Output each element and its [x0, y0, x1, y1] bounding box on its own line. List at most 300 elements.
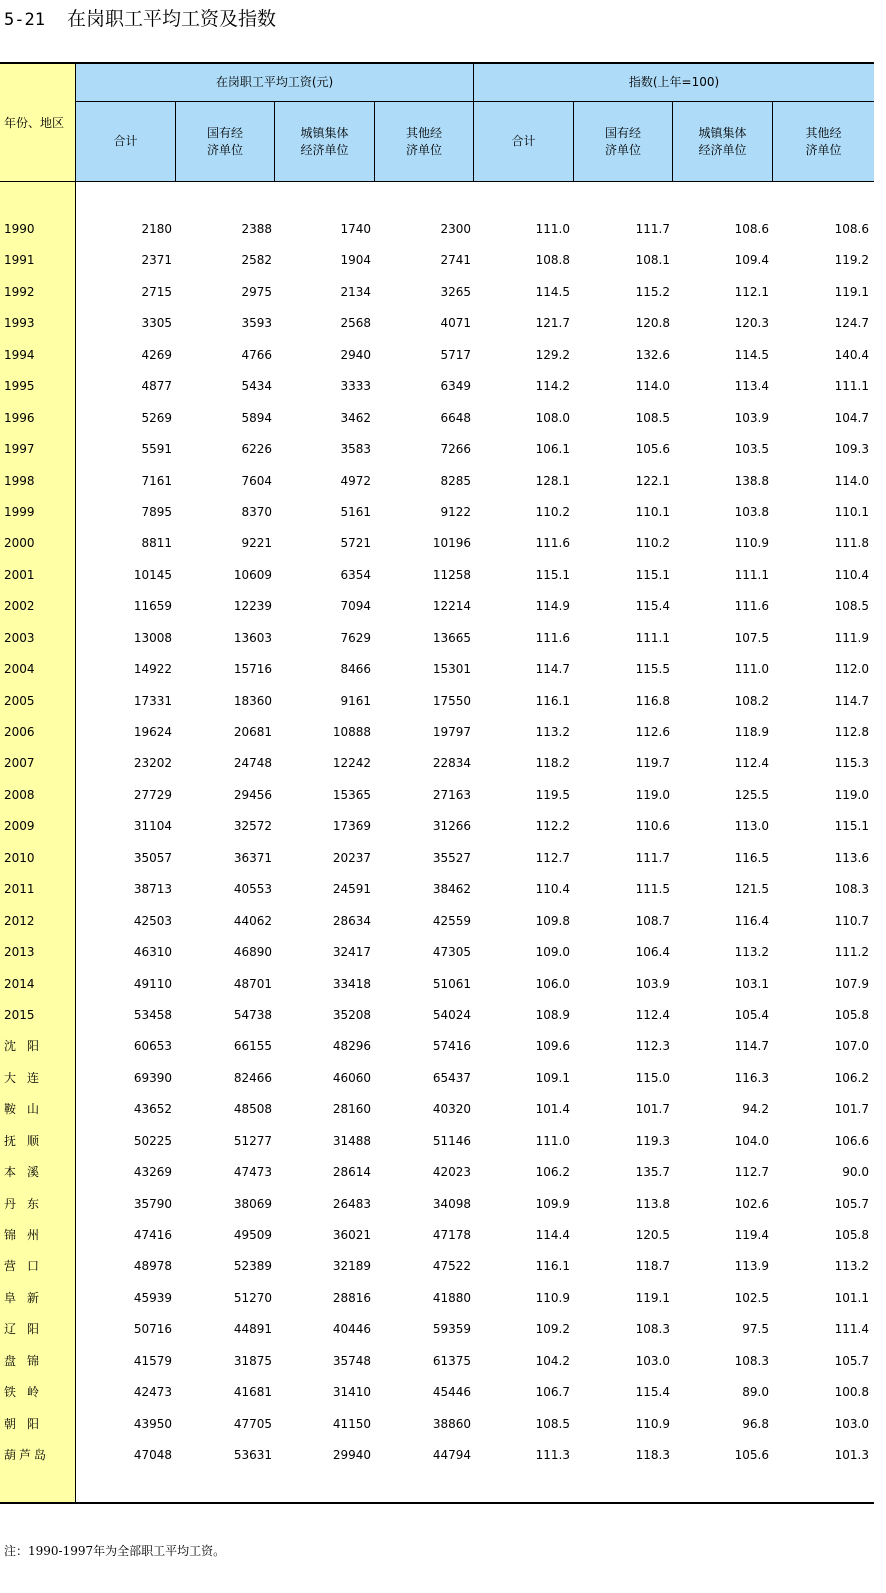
table-cell: 111.7 — [635, 850, 670, 865]
table-cell: 45446 — [432, 1385, 471, 1400]
table-cell: 6648 — [440, 410, 471, 425]
table-cell: 89.0 — [742, 1385, 769, 1400]
header-line: 济单位 — [604, 142, 641, 157]
table-cell: 3583 — [340, 442, 371, 457]
row-label: 2003 — [4, 630, 35, 645]
table-cell: 111.6 — [535, 536, 570, 551]
table-cell: 9161 — [340, 693, 371, 708]
table-cell: 28614 — [332, 1165, 371, 1180]
table-cell: 48296 — [332, 1039, 371, 1054]
table-cell: 112.7 — [734, 1165, 769, 1180]
row-header: 年份、地区 — [4, 116, 65, 130]
table-cell: 113.8 — [635, 1196, 670, 1211]
table-cell: 8466 — [340, 662, 371, 677]
table-cell: 9122 — [440, 504, 471, 519]
row-label: 2010 — [4, 850, 35, 865]
header-bottom-rule — [0, 181, 874, 182]
table-cell: 28634 — [332, 913, 371, 928]
table-cell: 111.1 — [734, 567, 769, 582]
table-cell: 115.1 — [535, 567, 570, 582]
table-cell: 140.4 — [834, 347, 869, 362]
table-cell: 35748 — [332, 1353, 371, 1368]
table-cell: 109.0 — [535, 945, 570, 960]
table-cell: 51061 — [432, 976, 471, 991]
table-cell: 108.3 — [834, 882, 869, 897]
table-cell: 41880 — [432, 1290, 471, 1305]
table-row — [0, 999, 874, 1030]
table-cell: 116.3 — [734, 1070, 769, 1085]
table-row — [0, 1376, 874, 1407]
table-row — [0, 905, 874, 936]
table-cell: 59359 — [432, 1322, 471, 1337]
table-cell: 19797 — [432, 725, 471, 739]
table-cell: 94.2 — [742, 1102, 769, 1117]
table-cell: 109.9 — [535, 1196, 570, 1211]
row-label: 1999 — [4, 504, 35, 519]
header-line: 城镇集体 — [300, 125, 349, 140]
table-cell: 109.4 — [734, 253, 769, 268]
table-cell: 1904 — [340, 253, 371, 268]
table-cell: 103.0 — [834, 1416, 869, 1431]
table-cell: 113.9 — [734, 1259, 769, 1274]
table-cell: 108.0 — [535, 410, 570, 425]
table-cell: 105.6 — [635, 442, 670, 457]
table-cell: 110.7 — [834, 913, 869, 928]
table-row — [0, 810, 874, 841]
table-cell: 111.8 — [834, 536, 869, 551]
table-cell: 34098 — [432, 1196, 471, 1211]
table-cell: 5161 — [340, 504, 371, 519]
table-row — [0, 1219, 874, 1250]
table-cell: 116.1 — [535, 693, 570, 708]
table-cell: 138.8 — [734, 473, 769, 488]
table-cell: 31488 — [332, 1133, 371, 1148]
table-cell: 106.4 — [635, 945, 670, 960]
table-cell: 110.2 — [635, 536, 670, 551]
table-cell: 31104 — [133, 819, 172, 834]
row-label: 铁岭 — [4, 1385, 51, 1400]
row-label: 2015 — [4, 1007, 35, 1022]
table-cell: 112.6 — [635, 725, 670, 739]
header-line: 其他经 — [805, 125, 842, 140]
row-label: 辽阳 — [4, 1322, 51, 1337]
table-row — [0, 307, 874, 338]
table-row — [0, 1282, 874, 1313]
table-cell: 32189 — [332, 1259, 371, 1274]
table-cell: 114.7 — [535, 662, 570, 677]
table-cell: 108.3 — [635, 1322, 670, 1337]
table-row — [0, 747, 874, 778]
table-cell: 119.1 — [635, 1290, 670, 1305]
table-cell: 2371 — [141, 253, 172, 268]
table-cell: 1740 — [340, 222, 371, 236]
table-cell: 114.5 — [734, 347, 769, 362]
table-cell: 110.9 — [535, 1290, 570, 1305]
table-cell: 120.3 — [734, 316, 769, 331]
table-cell: 112.8 — [834, 725, 869, 739]
table-row — [0, 1439, 874, 1470]
table-cell: 128.1 — [535, 473, 570, 488]
table-cell: 109.2 — [535, 1322, 570, 1337]
table-cell: 47522 — [432, 1259, 471, 1274]
row-label: 2006 — [4, 725, 35, 739]
table-cell: 105.8 — [834, 1007, 869, 1022]
row-label: 2012 — [4, 913, 35, 928]
row-label: 营口 — [4, 1259, 51, 1274]
table-cell: 3333 — [340, 379, 371, 394]
row-label: 1994 — [4, 347, 35, 362]
table-cell: 47473 — [233, 1165, 272, 1180]
table-cell: 106.0 — [535, 976, 570, 991]
col-header-state-index — [574, 102, 672, 181]
table-cell: 114.0 — [635, 379, 670, 394]
table-cell: 7161 — [141, 473, 172, 488]
table-cell: 111.0 — [535, 222, 570, 236]
table-cell: 36021 — [332, 1228, 371, 1242]
table-cell: 108.3 — [734, 1353, 769, 1368]
row-label: 2009 — [4, 819, 35, 834]
table-cell: 119.2 — [834, 253, 869, 268]
table-cell: 2180 — [141, 222, 172, 236]
header-line: 济单位 — [805, 142, 842, 157]
table-cell: 110.9 — [635, 1416, 670, 1431]
table-row — [0, 1125, 874, 1156]
table-cell: 105.6 — [734, 1448, 769, 1463]
table-cell: 111.7 — [635, 222, 670, 236]
table-cell: 103.9 — [734, 410, 769, 425]
table-cell: 114.5 — [535, 284, 570, 299]
table-cell: 114.9 — [535, 599, 570, 614]
table-cell: 113.4 — [734, 379, 769, 394]
row-label: 1992 — [4, 284, 35, 299]
table-row — [0, 1408, 874, 1439]
table-row — [0, 622, 874, 653]
table-cell: 43269 — [133, 1165, 172, 1180]
table-cell: 46060 — [332, 1070, 371, 1085]
table-cell: 103.9 — [635, 976, 670, 991]
page-title — [4, 4, 276, 34]
row-label: 1993 — [4, 316, 35, 331]
table-cell: 106.7 — [535, 1385, 570, 1400]
table-cell: 40320 — [432, 1102, 471, 1117]
table-cell: 120.8 — [635, 316, 670, 331]
row-label: 丹东 — [4, 1196, 51, 1211]
table-cell: 44891 — [233, 1322, 272, 1337]
col-header-total-index: 合计 — [511, 134, 536, 148]
table-cell: 42503 — [133, 913, 172, 928]
table-cell: 2568 — [340, 316, 371, 331]
table-cell: 114.0 — [834, 473, 869, 488]
table-row — [0, 276, 874, 307]
table-cell: 108.5 — [535, 1416, 570, 1431]
table-cell: 112.0 — [834, 662, 869, 677]
table-cell: 19624 — [133, 725, 172, 739]
table-cell: 111.1 — [834, 379, 869, 394]
row-label: 1998 — [4, 473, 35, 488]
row-label: 2008 — [4, 787, 35, 802]
col-header-collective-index — [673, 102, 772, 181]
table-cell: 5269 — [141, 410, 172, 425]
table-cell: 35057 — [133, 850, 172, 865]
row-label: 鞍山 — [4, 1102, 51, 1117]
table-row — [0, 402, 874, 433]
table-cell: 5434 — [241, 379, 272, 394]
table-cell: 5591 — [141, 442, 172, 457]
row-label: 2004 — [4, 662, 35, 677]
table-row — [0, 433, 874, 464]
table-cell: 118.2 — [535, 756, 570, 771]
row-label: 阜新 — [4, 1290, 51, 1305]
table-cell: 107.9 — [834, 976, 869, 991]
table-cell: 8370 — [241, 504, 272, 519]
table-cell: 7895 — [141, 504, 172, 519]
row-label: 1997 — [4, 442, 35, 457]
table-cell: 54738 — [233, 1007, 272, 1022]
table-cell: 40446 — [332, 1322, 371, 1337]
table-cell: 17331 — [133, 693, 172, 708]
table-cell: 115.3 — [834, 756, 869, 771]
table-row — [0, 873, 874, 904]
table-cell: 35527 — [432, 850, 471, 865]
table-cell: 7604 — [241, 473, 272, 488]
table-cell: 116.4 — [734, 913, 769, 928]
table-cell: 13008 — [133, 630, 172, 645]
col-header-other-index — [773, 102, 874, 181]
table-cell: 116.8 — [635, 693, 670, 708]
table-cell: 108.5 — [635, 410, 670, 425]
table-cell: 115.1 — [635, 567, 670, 582]
table-number: 5-21 — [4, 10, 45, 30]
row-label: 2011 — [4, 882, 35, 897]
table-cell: 103.0 — [635, 1353, 670, 1368]
table-cell: 6226 — [241, 442, 272, 457]
table-cell: 105.7 — [834, 1353, 869, 1368]
table-cell: 110.1 — [635, 504, 670, 519]
table-cell: 106.6 — [834, 1133, 869, 1148]
table-cell: 119.3 — [635, 1133, 670, 1148]
table-cell: 135.7 — [635, 1165, 670, 1180]
table-row — [0, 779, 874, 810]
table-cell: 111.6 — [535, 630, 570, 645]
table-title: 在岗职工平均工资及指数 — [66, 8, 276, 30]
table-cell: 111.0 — [734, 662, 769, 677]
table-row — [0, 213, 874, 244]
table-cell: 47178 — [432, 1228, 471, 1242]
row-label: 2014 — [4, 976, 35, 991]
table-row — [0, 1188, 874, 1219]
row-label: 沈阳 — [4, 1039, 51, 1054]
table-cell: 119.0 — [834, 787, 869, 802]
table-cell: 48701 — [233, 976, 272, 991]
table-cell: 111.5 — [635, 882, 670, 897]
table-row — [0, 1156, 874, 1187]
table-cell: 102.5 — [734, 1290, 769, 1305]
table-cell: 53458 — [133, 1007, 172, 1022]
table-cell: 104.2 — [535, 1353, 570, 1368]
col-header-collective-wage — [275, 102, 374, 181]
table-cell: 48508 — [233, 1102, 272, 1117]
table-cell: 109.8 — [535, 913, 570, 928]
table-cell: 119.1 — [834, 284, 869, 299]
row-label: 2013 — [4, 945, 35, 960]
table-cell: 12214 — [432, 599, 471, 614]
table-cell: 38462 — [432, 882, 471, 897]
table-cell: 113.2 — [834, 1259, 869, 1274]
table-cell: 112.4 — [635, 1007, 670, 1022]
table-cell: 12242 — [332, 756, 371, 771]
table-row — [0, 465, 874, 496]
table-cell: 47705 — [233, 1416, 272, 1431]
table-cell: 44794 — [432, 1448, 471, 1463]
table-cell: 115.0 — [635, 1070, 670, 1085]
table-cell: 32417 — [332, 945, 371, 960]
table-cell: 101.7 — [635, 1102, 670, 1117]
table-cell: 108.6 — [834, 222, 869, 236]
table-cell: 6349 — [440, 379, 471, 394]
table-cell: 2300 — [440, 222, 471, 236]
table-cell: 4071 — [440, 316, 471, 331]
table-cell: 24591 — [332, 882, 371, 897]
table-cell: 46310 — [133, 945, 172, 960]
table-cell: 3462 — [340, 410, 371, 425]
table-row — [0, 1030, 874, 1061]
table-cell: 101.1 — [834, 1290, 869, 1305]
table-row — [0, 968, 874, 999]
table-cell: 115.2 — [635, 284, 670, 299]
table-cell: 107.0 — [834, 1039, 869, 1054]
col-header-state-wage — [176, 102, 274, 181]
table-cell: 17550 — [432, 693, 471, 708]
table-cell: 60653 — [133, 1039, 172, 1054]
row-label: 本溪 — [4, 1165, 51, 1180]
table-cell: 4269 — [141, 347, 172, 362]
table-cell: 2134 — [340, 284, 371, 299]
table-cell: 8285 — [440, 473, 471, 488]
table-cell: 107.5 — [734, 630, 769, 645]
table-cell: 118.9 — [734, 725, 769, 739]
table-cell: 8811 — [141, 536, 172, 551]
header-line: 其他经 — [405, 125, 442, 140]
table-body — [0, 213, 874, 1471]
row-label: 2005 — [4, 693, 35, 708]
table-cell: 108.5 — [834, 599, 869, 614]
table-cell: 54024 — [432, 1007, 471, 1022]
table-cell: 82466 — [233, 1070, 272, 1085]
table-cell: 18360 — [233, 693, 272, 708]
table-cell: 116.1 — [535, 1259, 570, 1274]
table-cell: 114.4 — [535, 1228, 570, 1242]
table-cell: 112.1 — [734, 284, 769, 299]
table-cell: 7629 — [340, 630, 371, 645]
table-cell: 90.0 — [842, 1165, 869, 1180]
table-cell: 27163 — [432, 787, 471, 802]
table-cell: 4766 — [241, 347, 272, 362]
row-label: 葫芦岛 — [4, 1448, 50, 1463]
table-row — [0, 1062, 874, 1093]
table-cell: 115.4 — [635, 1385, 670, 1400]
table-cell: 111.4 — [834, 1322, 869, 1337]
table-cell: 97.5 — [742, 1322, 769, 1337]
table-cell: 101.7 — [834, 1102, 869, 1117]
table-cell: 109.6 — [535, 1039, 570, 1054]
table-row — [0, 716, 874, 747]
table-cell: 49509 — [233, 1228, 272, 1242]
table-row — [0, 339, 874, 370]
col-header-other-wage — [375, 102, 473, 181]
row-label: 2001 — [4, 567, 35, 582]
table-cell: 52389 — [233, 1259, 272, 1274]
table-cell: 15716 — [233, 662, 272, 677]
table-cell: 35208 — [332, 1007, 371, 1022]
table-cell: 7094 — [340, 599, 371, 614]
table-cell: 49110 — [133, 976, 172, 991]
table-cell: 101.3 — [834, 1448, 869, 1463]
row-label: 大连 — [4, 1070, 51, 1085]
table-cell: 121.5 — [734, 882, 769, 897]
table-cell: 2940 — [340, 347, 371, 362]
table-cell: 121.7 — [535, 316, 570, 331]
table-cell: 10196 — [432, 536, 471, 551]
row-label: 1990 — [4, 222, 35, 236]
table-cell: 111.1 — [635, 630, 670, 645]
table-cell: 108.7 — [635, 913, 670, 928]
table-cell: 26483 — [332, 1196, 371, 1211]
table-cell: 110.9 — [734, 536, 769, 551]
table-row — [0, 1345, 874, 1376]
header-line: 国有经 — [206, 125, 243, 140]
table-cell: 109.3 — [834, 442, 869, 457]
table-cell: 116.5 — [734, 850, 769, 865]
table-cell: 33418 — [332, 976, 371, 991]
table-cell: 50225 — [133, 1133, 172, 1148]
table-cell: 5894 — [241, 410, 272, 425]
table-cell: 15301 — [432, 662, 471, 677]
table-cell: 3593 — [241, 316, 272, 331]
row-label: 2007 — [4, 756, 35, 771]
table-cell: 125.5 — [734, 787, 769, 802]
table-cell: 13665 — [432, 630, 471, 645]
table-cell: 17369 — [332, 819, 371, 834]
table-cell: 109.1 — [535, 1070, 570, 1085]
table-cell: 65437 — [432, 1070, 471, 1085]
table-cell: 111.3 — [535, 1448, 570, 1463]
table-cell: 5717 — [440, 347, 471, 362]
table-cell: 132.6 — [635, 347, 670, 362]
table-cell: 122.1 — [635, 473, 670, 488]
table-cell: 2582 — [241, 253, 272, 268]
table-cell: 4972 — [340, 473, 371, 488]
table-cell: 106.2 — [535, 1165, 570, 1180]
table-cell: 12239 — [233, 599, 272, 614]
header-line: 城镇集体 — [698, 125, 747, 140]
table-cell: 100.8 — [834, 1385, 869, 1400]
table-cell: 31410 — [332, 1385, 371, 1400]
table-cell: 10145 — [133, 567, 172, 582]
table-cell: 66155 — [233, 1039, 272, 1054]
table-row — [0, 936, 874, 967]
table-cell: 129.2 — [535, 347, 570, 362]
table-cell: 103.5 — [734, 442, 769, 457]
table-cell: 113.2 — [535, 725, 570, 739]
table-cell: 111.6 — [734, 599, 769, 614]
table-cell: 108.1 — [635, 253, 670, 268]
table-cell: 27729 — [133, 787, 172, 802]
table-cell: 110.1 — [834, 504, 869, 519]
table-cell: 124.7 — [834, 316, 869, 331]
table-cell: 42023 — [432, 1165, 471, 1180]
table-cell: 115.1 — [834, 819, 869, 834]
table-row — [0, 527, 874, 558]
